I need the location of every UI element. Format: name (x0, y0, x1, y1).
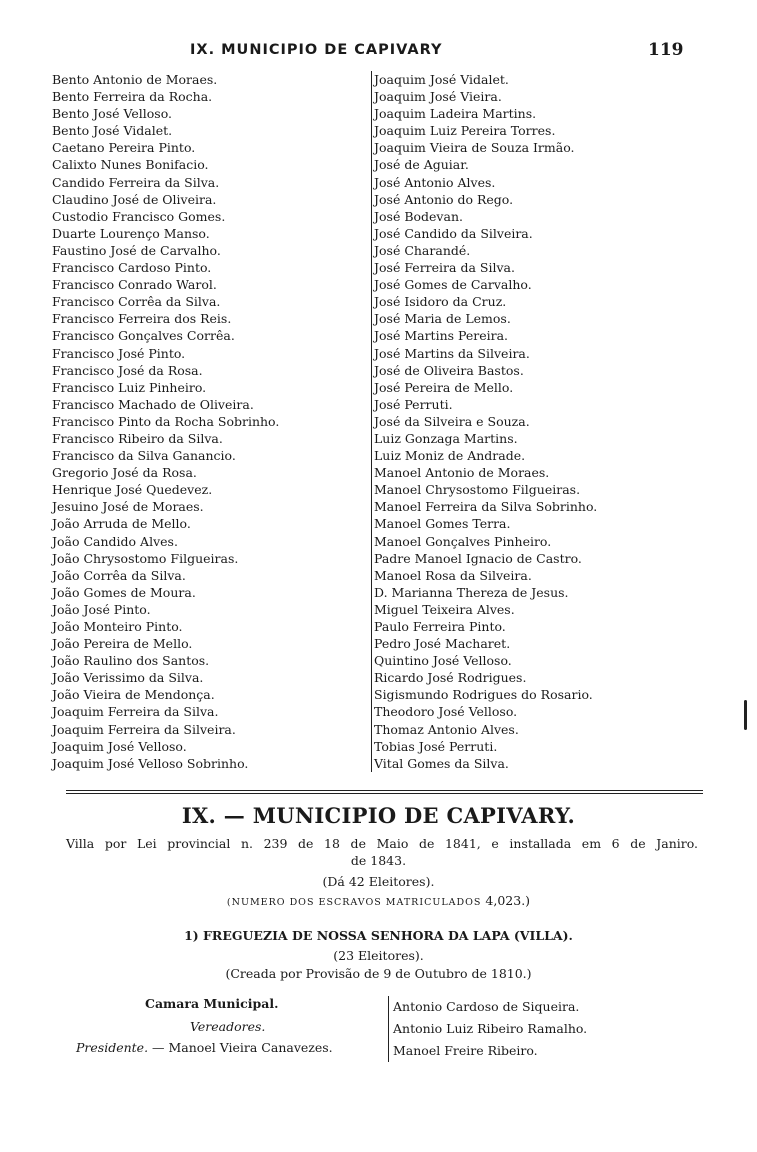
council-member: Antonio Cardoso de Siqueira. (393, 999, 580, 1014)
name-entry: José de Oliveira Bastos. (374, 362, 524, 378)
name-entry: Bento Ferreira da Rocha. (52, 89, 213, 105)
margin-ink-mark (744, 700, 747, 730)
running-header: IX. MUNICIPIO DE CAPIVARY (190, 42, 443, 58)
parish-creation-note: (Creada por Provisão de 9 de Outubro de 1810.) (225, 966, 532, 981)
presidente-name: Manoel Vieira Canavezes. (168, 1040, 333, 1055)
name-entry: Francisco Ferreira dos Reis. (52, 311, 232, 327)
left-name-column (52, 71, 362, 772)
name-entry: Francisco Gonçalves Corrêa. (52, 328, 235, 344)
name-entry: João Chrysostomo Filgueiras. (52, 550, 239, 566)
name-entry: Thomaz Antonio Alves. (374, 721, 519, 737)
name-entry: José Perruti. (374, 396, 453, 412)
name-entry: Custodio Francisco Gomes. (52, 208, 226, 224)
name-entry: Manoel Chrysostomo Filgueiras. (374, 482, 581, 498)
name-entry: Bento José Velloso. (52, 106, 172, 122)
name-entry: Francisco Conrado Warol. (52, 277, 217, 293)
name-entry: Francisco José da Rosa. (52, 362, 203, 378)
name-entry: Quintino José Velloso. (374, 653, 512, 669)
slaves-registered (0, 893, 757, 908)
parish-title: 1) FREGUEZIA DE NOSSA SENHORA DA LAPA (VILLA). (184, 928, 573, 943)
parish-electors: (23 Eleitores). (333, 948, 424, 963)
name-entry: Joaquim José Velloso. (52, 738, 187, 754)
name-entry: Francisco Machado de Oliveira. (52, 396, 254, 412)
name-entry: Francisco Ribeiro da Silva. (52, 430, 223, 446)
name-entry: Miguel Teixeira Alves. (374, 601, 515, 617)
name-entry: José Ferreira da Silva. (374, 260, 515, 276)
name-entry: Luiz Gonzaga Martins. (374, 430, 518, 446)
name-entry: José Antonio do Rego. (374, 191, 514, 207)
name-entry: Manoel Rosa da Silveira. (374, 567, 532, 583)
name-entry: Francisco da Silva Ganancio. (52, 448, 236, 464)
slaves-count: 4,023.) (485, 893, 531, 908)
name-entry: Bento Antonio de Moraes. (52, 72, 218, 87)
name-entry: João Vieira de Mendonça. (52, 687, 215, 703)
name-entry: Manoel Antonio de Moraes. (374, 465, 550, 481)
name-entry: Joaquim José Vidalet. (374, 72, 509, 87)
name-entry: João Raulino dos Santos. (52, 653, 210, 669)
name-entry: Joaquim José Vieira. (374, 89, 502, 105)
name-entry: D. Marianna Thereza de Jesus. (374, 584, 569, 600)
name-entry: Joaquim Ladeira Martins. (374, 106, 537, 122)
name-entry: José Gomes de Carvalho. (374, 277, 532, 293)
name-entry: Candido Ferreira da Silva. (52, 174, 220, 190)
name-entry: Bento José Vidalet. (52, 123, 173, 139)
vereadores-heading: Vereadores. (190, 1019, 266, 1034)
name-entry: João Monteiro Pinto. (52, 619, 183, 634)
council-member: Manoel Freire Ribeiro. (393, 1043, 538, 1058)
name-entry: João Corrêa da Silva. (52, 567, 186, 583)
name-entry: João Pereira de Mello. (52, 636, 193, 652)
name-entry: José Candido da Silveira. (374, 225, 533, 241)
name-entry: Joaquim Luiz Pereira Torres. (374, 123, 556, 139)
camara-heading: Camara Municipal. (145, 996, 279, 1011)
name-entry: José Pereira de Mello. (374, 379, 514, 395)
name-entry: Francisco Pinto da Rocha Sobrinho. (52, 413, 280, 429)
name-entry: Ricardo José Rodrigues. (374, 670, 527, 686)
name-entry: Luiz Moniz de Andrade. (374, 448, 526, 464)
name-entry: José da Silveira e Souza. (374, 413, 530, 429)
villa-decree-continuation: de 1843. (350, 853, 407, 868)
name-entry: Caetano Pereira Pinto. (52, 140, 196, 156)
name-entry: José Martins Pereira. (374, 328, 509, 344)
name-entry: José Maria de Lemos. (374, 311, 511, 327)
name-entry: Tobias José Perruti. (374, 738, 498, 754)
villa-decree-line: Villa por Lei provincial n. 239 de 18 de Maio de 1841, e installada em 6 de Janiro. (66, 836, 698, 851)
name-entry: João Candido Alves. (52, 533, 178, 549)
name-entry: Manoel Ferreira da Silva Sobrinho. (374, 499, 598, 515)
name-entry: Jesuino José de Moraes. (52, 499, 204, 515)
electors-count: (Dá 42 Eleitores). (322, 874, 435, 889)
name-entry: Theodoro José Velloso. (374, 704, 518, 720)
name-entry: Francisco José Pinto. (52, 345, 186, 361)
name-entry: Pedro José Macharet. (374, 636, 511, 652)
right-name-column (371, 71, 744, 772)
page-number: 119 (648, 40, 684, 60)
name-entry: José Antonio Alves. (374, 174, 496, 190)
presidente-role: Presidente. — (76, 1040, 165, 1055)
name-entry: João Gomes de Moura. (52, 584, 196, 600)
council-members-list (388, 996, 653, 1062)
double-rule-divider (66, 790, 703, 794)
name-entry: José Charandé. (374, 242, 471, 258)
name-entry: Calixto Nunes Bonifacio. (52, 157, 209, 173)
name-entry: Manoel Gonçalves Pinheiro. (374, 533, 552, 549)
name-entry: José Isidoro da Cruz. (374, 294, 507, 310)
name-entry: Henrique José Quedevez. (52, 482, 213, 498)
name-entry: Duarte Lourenço Manso. (52, 225, 210, 241)
section-title: IX. — MUNICIPIO DE CAPIVARY. (181, 803, 576, 828)
name-entry: José de Aguiar. (374, 157, 469, 173)
name-entry: Sigismundo Rodrigues do Rosario. (374, 687, 593, 703)
name-entry: João Arruda de Mello. (52, 516, 191, 532)
name-entry: Francisco Luiz Pinheiro. (52, 379, 207, 395)
council-member: Antonio Luiz Ribeiro Ramalho. (393, 1021, 588, 1036)
name-entry: Joaquim José Velloso Sobrinho. (52, 755, 249, 771)
name-entry: Paulo Ferreira Pinto. (374, 619, 506, 634)
name-entry: Joaquim Ferreira da Silveira. (52, 721, 236, 737)
name-entry: Claudino José de Oliveira. (52, 191, 217, 207)
name-entry: José Martins da Silveira. (374, 345, 530, 361)
name-entry: Joaquim Ferreira da Silva. (52, 704, 219, 720)
name-entry: Padre Manoel Ignacio de Castro. (374, 550, 582, 566)
name-entry: Vital Gomes da Silva. (374, 755, 509, 771)
name-entry: João Verissimo da Silva. (52, 670, 204, 686)
name-entry: Faustino José de Carvalho. (52, 242, 221, 258)
name-entry: Manoel Gomes Terra. (374, 516, 511, 532)
name-entry: Joaquim Vieira de Souza Irmão. (374, 140, 575, 156)
name-entry: Francisco Corrêa da Silva. (52, 294, 221, 310)
name-entry: Francisco Cardoso Pinto. (52, 260, 212, 276)
presidente-line (76, 1040, 333, 1055)
slaves-label: (NUMERO DOS ESCRAVOS MATRICULADOS (226, 897, 482, 908)
name-entry: José Bodevan. (374, 208, 463, 224)
name-entry: Gregorio José da Rosa. (52, 465, 197, 481)
name-entry: João José Pinto. (52, 601, 151, 617)
